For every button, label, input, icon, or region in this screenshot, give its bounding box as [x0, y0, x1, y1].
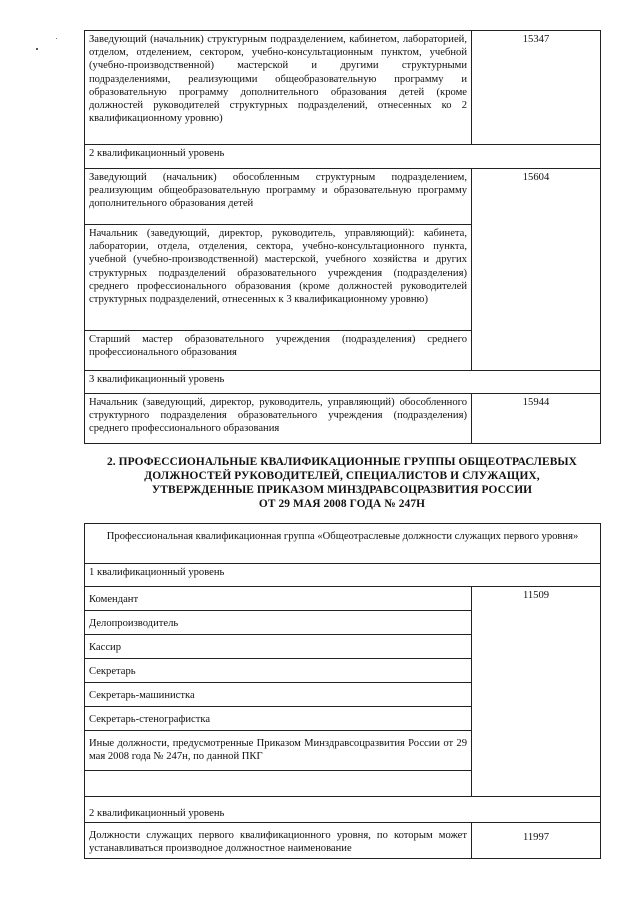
qualification-level-heading: 1 квалификационный уровень — [85, 564, 601, 587]
position-name: Комендант — [85, 587, 472, 611]
position-name: Делопроизводитель — [85, 611, 472, 635]
table-row — [85, 524, 601, 564]
table-row — [85, 394, 601, 444]
table-row — [85, 31, 601, 145]
position-description: Начальник (заведующий, директор, руководитель, управляющий): кабинета, лаборатории, отдела, отделения, сектора, учебно-консультационного пункта, учебной (учебно-производственной) мастерской, учебного хозяйства и других структурных подразделений образовательного учреждения (подразделения) среднего профессионального образования (кроме должностей руководителей структурных подразделений, отнесенных к 3 квалификационному уровню) — [85, 225, 472, 331]
scan-speck — [56, 38, 57, 39]
heading-line: 2. ПРОФЕССИОНАЛЬНЫЕ КВАЛИФИКАЦИОННЫЕ ГРУППЫ ОБЩЕОТРАСЛЕВЫХ — [106, 456, 578, 468]
position-code: 15347 — [472, 31, 601, 145]
group-title: Профессиональная квалификационная группа «Общеотраслевые должности служащих первого уровня» — [85, 524, 601, 564]
empty-cell — [85, 771, 472, 797]
position-code: 15944 — [472, 394, 601, 444]
position-code: 11997 — [472, 823, 601, 858]
position-description: Должности служащих первого квалификационного уровня, по которым может устанавливаться производное должностное наименование — [85, 823, 472, 858]
qualification-level-heading: 3 квалификационный уровень — [85, 371, 601, 394]
heading-line: ДОЛЖНОСТЕЙ РУКОВОДИТЕЛЕЙ, СПЕЦИАЛИСТОВ И СЛУЖАЩИХ, — [144, 470, 540, 482]
table-row — [85, 564, 601, 587]
position-code: 11509 — [472, 587, 601, 797]
position-name: Кассир — [85, 635, 472, 659]
position-description: Иные должности, предусмотренные Приказом Минздравсоцразвития России от 29 мая 2008 года № 247н, по данной ПКГ — [85, 731, 472, 771]
qualification-table-continued — [84, 30, 601, 444]
qualification-level-heading: 2 квалификационный уровень — [85, 797, 601, 823]
heading-line: ОТ 29 МАЯ 2008 ГОДА № 247Н — [258, 498, 426, 510]
section-heading — [84, 455, 600, 511]
position-description: Заведующий (начальник) структурным подразделением, кабинетом, лабораторией, отделом, отделением, сектором, учебно-консультационным пунктом, учебной (учебно-производственной) мастерской и другими структурными подразделениями, реализующими общеобразовательную программу и образовательную программу дополнительного образования детей (кроме должностей руководителей структурных подразделений, отнесенных ко 2 квалификационному уровню) — [85, 31, 472, 145]
table-row — [85, 371, 601, 394]
table-row — [85, 145, 601, 169]
position-name: Секретарь-машинистка — [85, 683, 472, 707]
position-name: Секретарь-стенографистка — [85, 707, 472, 731]
scan-speck — [36, 48, 38, 50]
position-name: Секретарь — [85, 659, 472, 683]
table-row — [85, 823, 601, 858]
position-description: Заведующий (начальник) обособленным структурным подразделением, реализующим общеобразовательную программу и образовательную программу дополнительного образования детей — [85, 169, 472, 225]
position-description: Начальник (заведующий, директор, руководитель, управляющий) обособленного структурного подразделения образовательного учреждения (подразделения) среднего профессионального образования — [85, 394, 472, 444]
heading-line: УТВЕРЖДЕННЫЕ ПРИКАЗОМ МИНЗДРАВСОЦРАЗВИТИЯ РОССИИ — [151, 484, 533, 496]
general-positions-table — [84, 523, 601, 859]
position-description: Старший мастер образовательного учреждения (подразделения) среднего профессионального образования — [85, 331, 472, 371]
position-code: 15604 — [472, 169, 601, 371]
qualification-level-heading: 2 квалификационный уровень — [85, 145, 601, 169]
table-row — [85, 797, 601, 823]
table-row — [85, 587, 601, 611]
table-row — [85, 169, 601, 225]
